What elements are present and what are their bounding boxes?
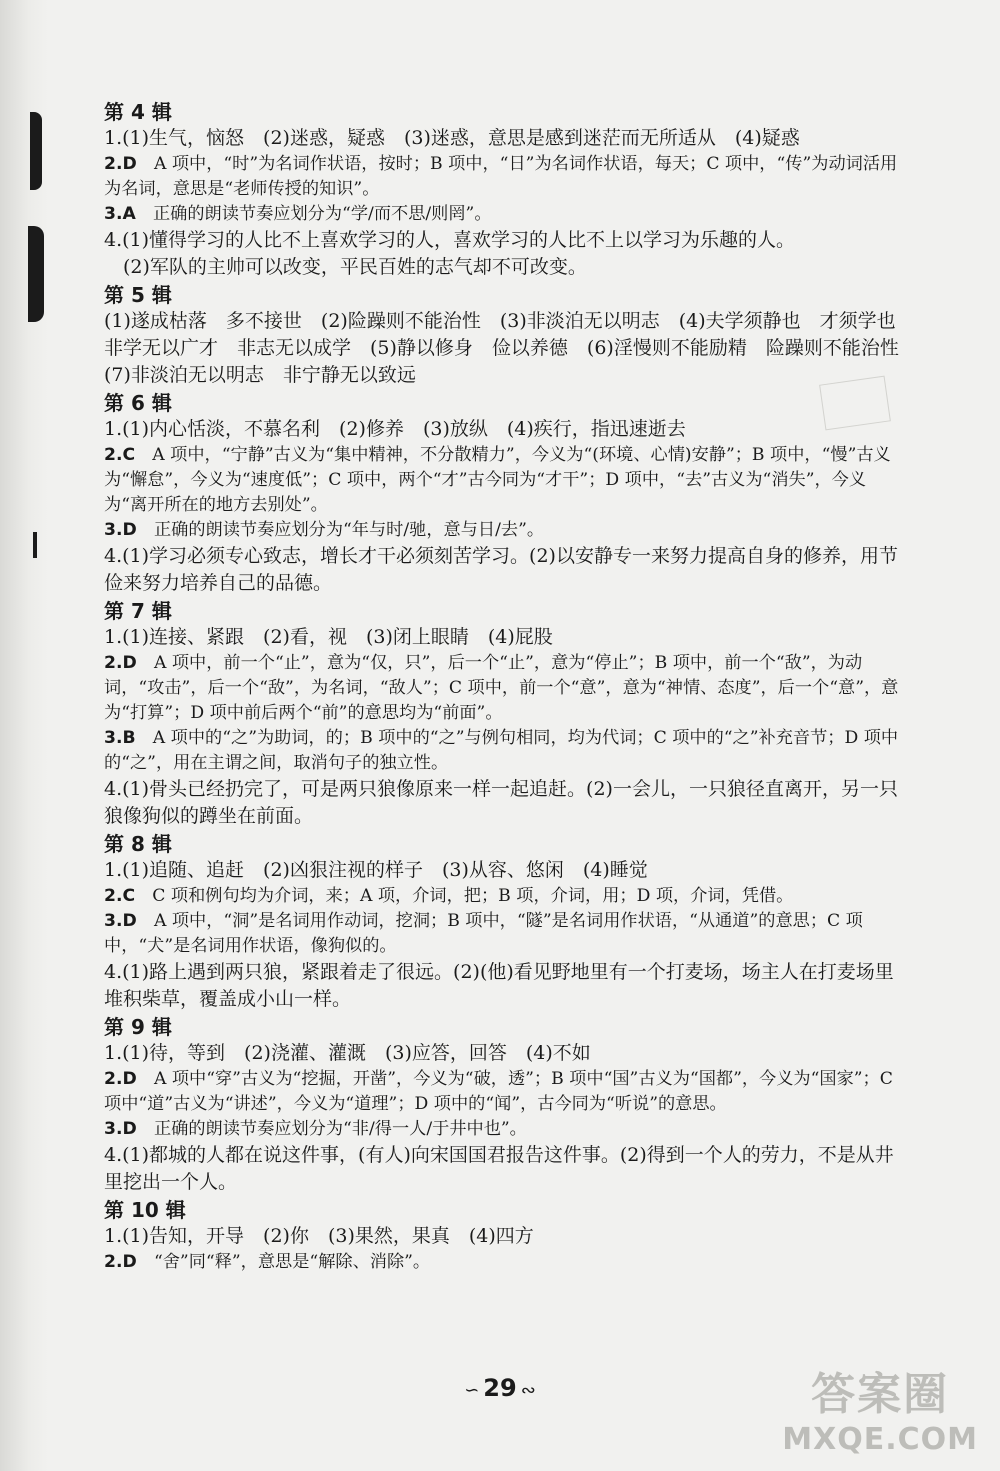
answer-line — [104, 202, 904, 227]
answer-line: 1.(1)内心恬淡，不慕名利 (2)修养 (3)放纵 (4)疾行，指迅速逝去 — [104, 418, 686, 440]
scan-edge-smudge — [28, 226, 44, 322]
answer-line: 1.(1)生气，恼怒 (2)迷惑，疑惑 (3)迷惑，意思是感到迷茫而无所适从 (4)疑惑 — [104, 127, 800, 149]
answer-line: 4.(1)路上遇到两只狼，紧跟着走了很远。(2)(他)看见野地里有一个打麦场，场主人在打麦场里堆积柴草，覆盖成小山一样。 — [104, 961, 894, 1010]
answer-line: 1.(1)追随、追赶 (2)凶狠注视的样子 (3)从容、悠闲 (4)睡觉 — [104, 859, 648, 881]
answer-line: 4.(1)懂得学习的人比不上喜欢学习的人，喜欢学习的人比不上以学习为乐趣的人。 — [104, 229, 796, 251]
answer-line — [104, 443, 904, 518]
answer-line: 1.(1)待，等到 (2)浇灌、灌溉 (3)应答，回答 (4)不如 — [104, 1042, 591, 1064]
answer-line — [104, 726, 904, 776]
answer-line — [104, 909, 904, 959]
brand-logo: 答案圈 — [811, 1369, 950, 1420]
answer-line: 4.(1)学习必须专心致志，增长才干必须刻苦学习。(2)以安静专一来努力提高自身的修养，用节俭来努力培养自己的品德。 — [104, 545, 898, 594]
answer-line — [104, 1067, 904, 1117]
answer-choice: 3.D — [104, 1119, 137, 1139]
section-title: 第 5 辑 — [104, 283, 172, 307]
section-title: 第 4 辑 — [104, 100, 172, 124]
answer-explanation: A 项中，“宁静”古义为“集中精神，不分散精力”，今义为“(环境、心情)安静”；B 项中，“慢”古义为“懈怠”，今义为“速度低”；C 项中，两个“才”古今同为“才干”；D 项中，“去”古义为“消失”，今义为“离开所在的地方去别处”。 — [104, 445, 891, 515]
answer-line: 4.(1)骨头已经扔完了，可是两只狼像原来一样一起追赶。(2)一会儿，一只狼径直离开，另一只狼像狗似的蹲坐在前面。 — [104, 778, 898, 827]
answer-choice: 3.A — [104, 204, 136, 224]
answer-line — [104, 1250, 904, 1275]
answer-explanation: A 项中，前一个“止”，意为“仅，只”，后一个“止”，意为“停止”；B 项中，前一个“敌”，为动词，“攻击”，后一个“敌”，为名词，“敌人”；C 项中，前一个“意”，意为“神情、态度”，后一个“意”，意为“打算”；D 项中前后两个“前”的意思均为“前面”。 — [104, 653, 899, 723]
page-ornament-right: ∾ — [520, 1380, 536, 1401]
answer-choice: 2.D — [104, 154, 137, 174]
answer-choice: 2.D — [104, 1252, 137, 1272]
answer-line — [104, 651, 904, 726]
answer-explanation: A 项中，“洞”是名词用作动词，挖洞；B 项中，“隧”是名词用作状语，“从通道”的意思；C 项中，“犬”是名词用作状语，像狗似的。 — [104, 911, 863, 956]
answer-explanation: A 项中的“之”为助词，的；B 项中的“之”与例句相同，均为代词；C 项中的“之”补充音节；D 项中的“之”，用在主谓之间，取消句子的独立性。 — [104, 728, 899, 773]
scan-edge-smudge — [30, 112, 42, 190]
answer-line — [104, 152, 904, 202]
answer-line: (1)遂成枯落 多不接世 (2)险躁则不能治性 (3)非淡泊无以明志 (4)夫学须静也 才须学也 非学无以广才 非志无以成学 (5)静以修身 俭以养德 (6)淫慢则不能励精 险躁则不能治性 (7)非淡泊无以明志 非宁静无以致远 — [104, 310, 918, 386]
section-title: 第 6 辑 — [104, 391, 172, 415]
scan-edge-smudge — [33, 532, 37, 558]
answer-choice: 3.D — [104, 911, 137, 931]
answer-choice: 2.C — [104, 445, 136, 465]
section-title: 第 10 辑 — [104, 1198, 186, 1222]
answer-explanation: 正确的朗读节奏应划分为“非/得一人/于井中也”。 — [136, 1119, 527, 1139]
brand-url: MXQE.COM — [782, 1422, 978, 1457]
page-number-text: 29 — [483, 1374, 517, 1402]
answer-choice: 3.B — [104, 728, 136, 748]
answer-explanation: C 项和例句均为介词，来；A 项，介词，把；B 项，介词，用；D 项，介词，凭借。 — [135, 886, 794, 906]
answer-choice: 2.D — [104, 1069, 137, 1089]
answer-line: 1.(1)连接、紧跟 (2)看，视 (3)闭上眼睛 (4)屁股 — [104, 626, 553, 648]
answer-line: 4.(1)都城的人都在说这件事，(有人)向宋国国君报告这件事。(2)得到一个人的劳力，不是从井里挖出一个人。 — [104, 1144, 894, 1193]
page-ornament-left: ∽ — [464, 1380, 480, 1401]
section-title: 第 7 辑 — [104, 599, 172, 623]
page-binding-shadow — [0, 0, 48, 1471]
answer-explanation: A 项中“穿”古义为“挖掘，开凿”，今义为“破，透”；B 项中“国”古义为“国都”，今义为“国家”；C 项中“道”古义为“讲述”，今义为“道理”；D 项中的“闻”，古今同为“听说”的意思。 — [104, 1069, 893, 1114]
brand-watermark — [782, 1358, 978, 1457]
answer-line — [104, 884, 904, 909]
answer-line: (2)军队的主帅可以改变，平民百姓的志气却不可改变。 — [104, 256, 587, 278]
section-title: 第 9 辑 — [104, 1015, 172, 1039]
answer-explanation: A 项中，“时”为名词作状语，按时；B 项中，“日”为名词作状语，每天；C 项中，“传”为动词活用为名词，意思是“老师传授的知识”。 — [104, 154, 898, 199]
section-title: 第 8 辑 — [104, 832, 172, 856]
answer-choice: 2.C — [104, 886, 136, 906]
answer-content — [104, 98, 918, 1275]
answer-line — [104, 1117, 904, 1142]
answer-explanation: “舍”同“释”，意思是“解除、消除”。 — [136, 1252, 431, 1272]
answer-choice: 3.D — [104, 520, 137, 540]
answer-explanation: 正确的朗读节奏应划分为“年与时/驰，意与日/去”。 — [136, 520, 545, 540]
answer-explanation: 正确的朗读节奏应划分为“学/而不思/则罔”。 — [135, 204, 492, 224]
answer-line: 1.(1)告知，开导 (2)你 (3)果然，果真 (4)四方 — [104, 1225, 534, 1247]
answer-choice: 2.D — [104, 653, 137, 673]
answer-line — [104, 518, 904, 543]
